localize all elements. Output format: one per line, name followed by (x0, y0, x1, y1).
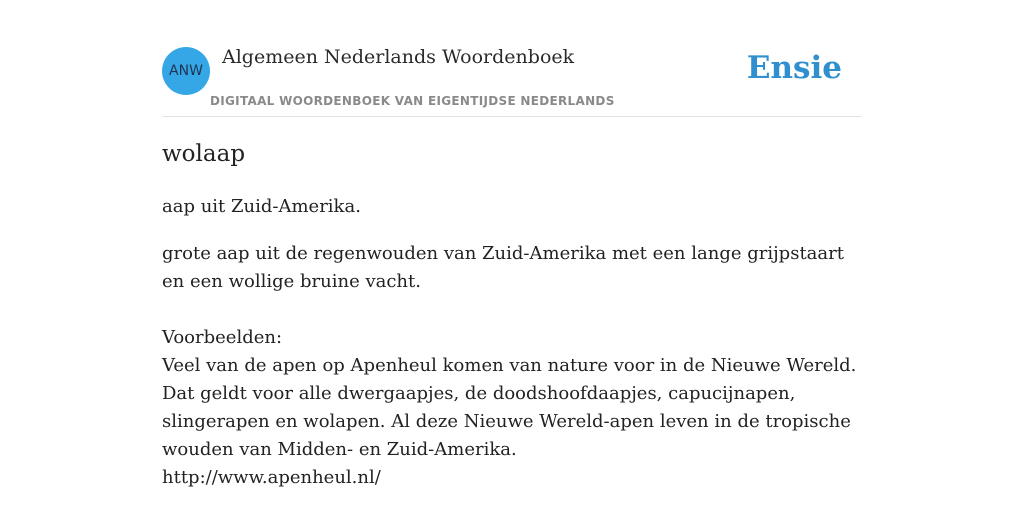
ensie-brand-link[interactable]: Ensie (746, 50, 842, 86)
anw-logo[interactable]: ANW (162, 47, 210, 95)
site-header (162, 0, 862, 117)
long-definition: grote aap uit de regenwouden van Zuid-Amerika met een lange grijpstaart en een wollige bruine vacht. (162, 243, 844, 292)
entry-headword: wolaap (162, 141, 246, 167)
short-definition: aap uit Zuid-Amerika. (162, 196, 361, 217)
example-text: Veel van de apen op Apenheul komen van nature voor in de Nieuwe Wereld. Dat geldt voor alle dwergaapjes, de doodshoofdaapjes, capucijnapen, slingerapen en wolapen. Al deze Nieuwe Wereld-apen leven in de tropische wouden van Midden- en Zuid-Amerika. (162, 355, 857, 460)
examples-section (162, 324, 864, 492)
examples-label: Voorbeelden: (162, 327, 283, 348)
example-source-link[interactable]: http://www.apenheul.nl/ (162, 467, 381, 488)
site-title[interactable]: Algemeen Nederlands Woordenboek (222, 46, 575, 68)
site-subtitle: DIGITAAL WOORDENBOEK VAN EIGENTIJDSE NEDERLANDS (210, 94, 615, 108)
entry-content (162, 138, 864, 492)
